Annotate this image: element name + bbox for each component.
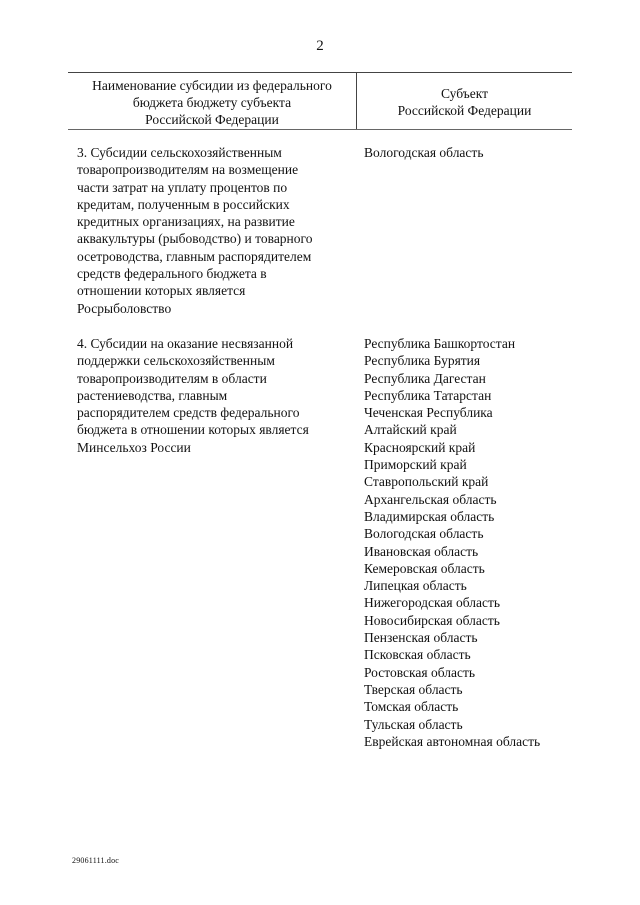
text-line: товаропроизводителям на возмещение [77, 162, 299, 178]
column-header-line: бюджета бюджету субъекта [132, 95, 292, 110]
region-name: Тверская область [364, 681, 463, 697]
region-name: Томская область [364, 699, 459, 715]
table-header [68, 72, 572, 130]
region-name: Ставропольский край [364, 474, 489, 490]
region-name: Чеченская Республика [364, 405, 493, 421]
subsidy-item-3-regions [364, 144, 574, 161]
text-line: кредитам, полученным в российских [77, 196, 290, 212]
page-number: 2 [316, 38, 324, 54]
text-line: кредитных организациях, на развитие [77, 214, 295, 230]
subsidy-item-4-text [77, 335, 357, 456]
text-line: бюджета в отношении которых является [77, 422, 309, 438]
text-line: растениеводства, главным [77, 387, 228, 403]
column-header-line: Субъект [440, 86, 489, 101]
region-name: Липецкая область [364, 578, 467, 594]
region-name: Тульская область [364, 716, 463, 732]
region-name: Республика Дагестан [364, 370, 486, 386]
region-name: Республика Татарстан [364, 387, 492, 403]
region-name: Вологодская область [364, 526, 484, 542]
region-name: Приморский край [364, 457, 467, 473]
text-line: осетроводства, главным распорядителем [77, 248, 312, 264]
text-line: 3. Субсидии сельскохозяйственным [77, 145, 282, 160]
region-name: Владимирская область [364, 508, 495, 524]
region-name: Ивановская область [364, 543, 479, 559]
region-name: Красноярский край [364, 439, 476, 455]
region-name: Еврейская автономная область [364, 733, 541, 749]
region-name: Алтайский край [364, 422, 457, 438]
region-name: Республика Бурятия [364, 353, 481, 369]
footer-file-name: 29061111.doc [72, 856, 120, 865]
text-line: товаропроизводителям в области [77, 370, 267, 386]
column-header-line: Наименование субсидии из федерального [92, 78, 332, 93]
subsidy-item-4-regions [364, 335, 574, 750]
region-name: Псковская область [364, 647, 471, 663]
text-line: отношении которых является [77, 283, 246, 299]
region-name: Ростовская область [364, 664, 475, 680]
region-name: Пензенская область [364, 630, 478, 646]
region-name: Вологодская область [364, 145, 484, 160]
text-line: средств федерального бюджета в [77, 266, 267, 282]
column-header-line: Российской Федерации [397, 103, 532, 118]
column-header-federal-subject [357, 85, 572, 119]
text-line: Минсельхоз России [77, 439, 191, 455]
text-line: распорядителем средств федерального [77, 405, 300, 421]
column-header-subsidy-name [68, 77, 356, 128]
text-line: 4. Субсидии на оказание несвязанной [77, 336, 294, 351]
region-name: Республика Башкортостан [364, 336, 516, 351]
subsidy-item-3-text [77, 144, 357, 317]
region-name: Кемеровская область [364, 560, 485, 576]
region-name: Архангельская область [364, 491, 497, 507]
text-line: части затрат на уплату процентов по [77, 179, 288, 195]
region-name: Новосибирская область [364, 612, 500, 628]
text-line: аквакультуры (рыбоводство) и товарного [77, 231, 313, 247]
region-name: Нижегородская область [364, 595, 501, 611]
text-line: поддержки сельскохозяйственным [77, 353, 275, 369]
text-line: Росрыболовство [77, 300, 172, 316]
column-header-line: Российской Федерации [145, 112, 279, 127]
